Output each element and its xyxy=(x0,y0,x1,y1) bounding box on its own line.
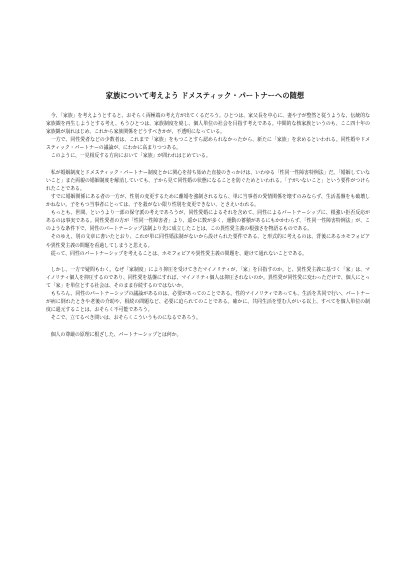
paragraph: 従って、同性のパートナーシップを考えることは、ホモフォビアや異性愛主義の問題を、避けて通れないことである。 xyxy=(50,250,308,257)
document-title: 家族について考えよう ドメスティック・パートナーへの随想 xyxy=(105,91,305,100)
paragraph: 私が婚姻制度とドメスティック・パートナー制度とかに関心を持ち始めた直接のきっかけは、いわゆる「性同一性障害特例法」だ。「婚姻していないこと」また両親の婚姻制度を解消していても、子から見て同性婚の状態になることを防ぐためといわれる。「子がいないこと」という要件がつけられたことである。 xyxy=(46,169,370,192)
paragraph: すでに婚姻関係にある者の一方が、性別の変更するために離婚を強制されるなら、単に当事者の愛情関係を壊すのみならず、生活基盤をも破壊しかねない。子をもつ当事者にとっては、子を殺がない限り性別を変更できない、とさえいわれる。 xyxy=(46,193,370,209)
paragraph: 今、「家族」を考えようとすると、おそらく両極端の考え方が出てくるだろう。ひとつは、家父長を中心に、妻や子が整然と従うような、伝統的な家族観を再生しようとする考え、もうひとつは、家族制度を廃し、個人単位の社会を目指す考えである。中間的な核家族というのも、ここ四十年の家族観が崩れはじめ、これから家族関係をどうすべきかが、不透明になっている。 xyxy=(46,113,370,136)
paragraph: もちろん、同性のパートナーシップの議論があるのは、必要があってのことである。性的マイノリティであっても、生活を共同で行い、パートナーが病に倒れたときや老後の介助や、相続の問題など、必要に迫られてのことである。確かに、共同生活を望む人がいる以上、すべてを個人単位の制度に還元することは、おそらく不可能であろう。 xyxy=(46,291,370,314)
paragraph: そこで、立てるべき問いは、おそらくこういうものになるであろう。 xyxy=(50,315,201,322)
paragraph: そのゆえ、別の文章に書いたとおり、これが単に同性婚法制がないから設けられた要件である、と形式的に考えるのは、背後にあるホモフォビアや異性愛主義の問題を看過してしまうと思える。 xyxy=(46,234,370,249)
document-body xyxy=(46,112,370,347)
paragraph: しかし、一方で疑問もわく。なぜ「家制度」により抑圧を受けてきたマイノリティが、「家」を目指すのか。と、異性愛主義に基づく「家」は、マイノリティ個人を抑圧するのであり、同性愛を基盤にすれば、マイノリティ個人は抑圧されないのか。異性愛が同性愛に変わっただけで、個人にとって「家」を単位とする社会は、そのまま存続するのではないか。 xyxy=(46,266,370,289)
paragraph: 一方で、同性愛者などの少数者は、これまで「家族」をもつことすら認められなかったから、新たに「家族」を求めるといわれる。同性婚やドメスティック・パートナーの議論が、にわかに高まりつつある。 xyxy=(46,137,370,152)
paragraph: 個人の尊厳の原理に根ざした、パートナーシップとは何か。 xyxy=(50,331,182,338)
paragraph: もっとも、世間、というより一部の保守派の考えであろうが、同性愛婚によるそれを含めて、同性によるパートナーシップに、根強い拒否反応があるのは事実である。同性愛者の方が「性同一性障害者」より、遥かに数が多く、運動の蓄積があるにもかかわらず、「性同一性障害特例法」が、このような条件下で、同性のパートナーシップ法制より先に成立したことは、この異性愛主義の根強さを物語るものである。 xyxy=(46,210,370,233)
paragraph: このように、一見相反する方向において「家族」が問われはじめている。 xyxy=(50,153,211,160)
